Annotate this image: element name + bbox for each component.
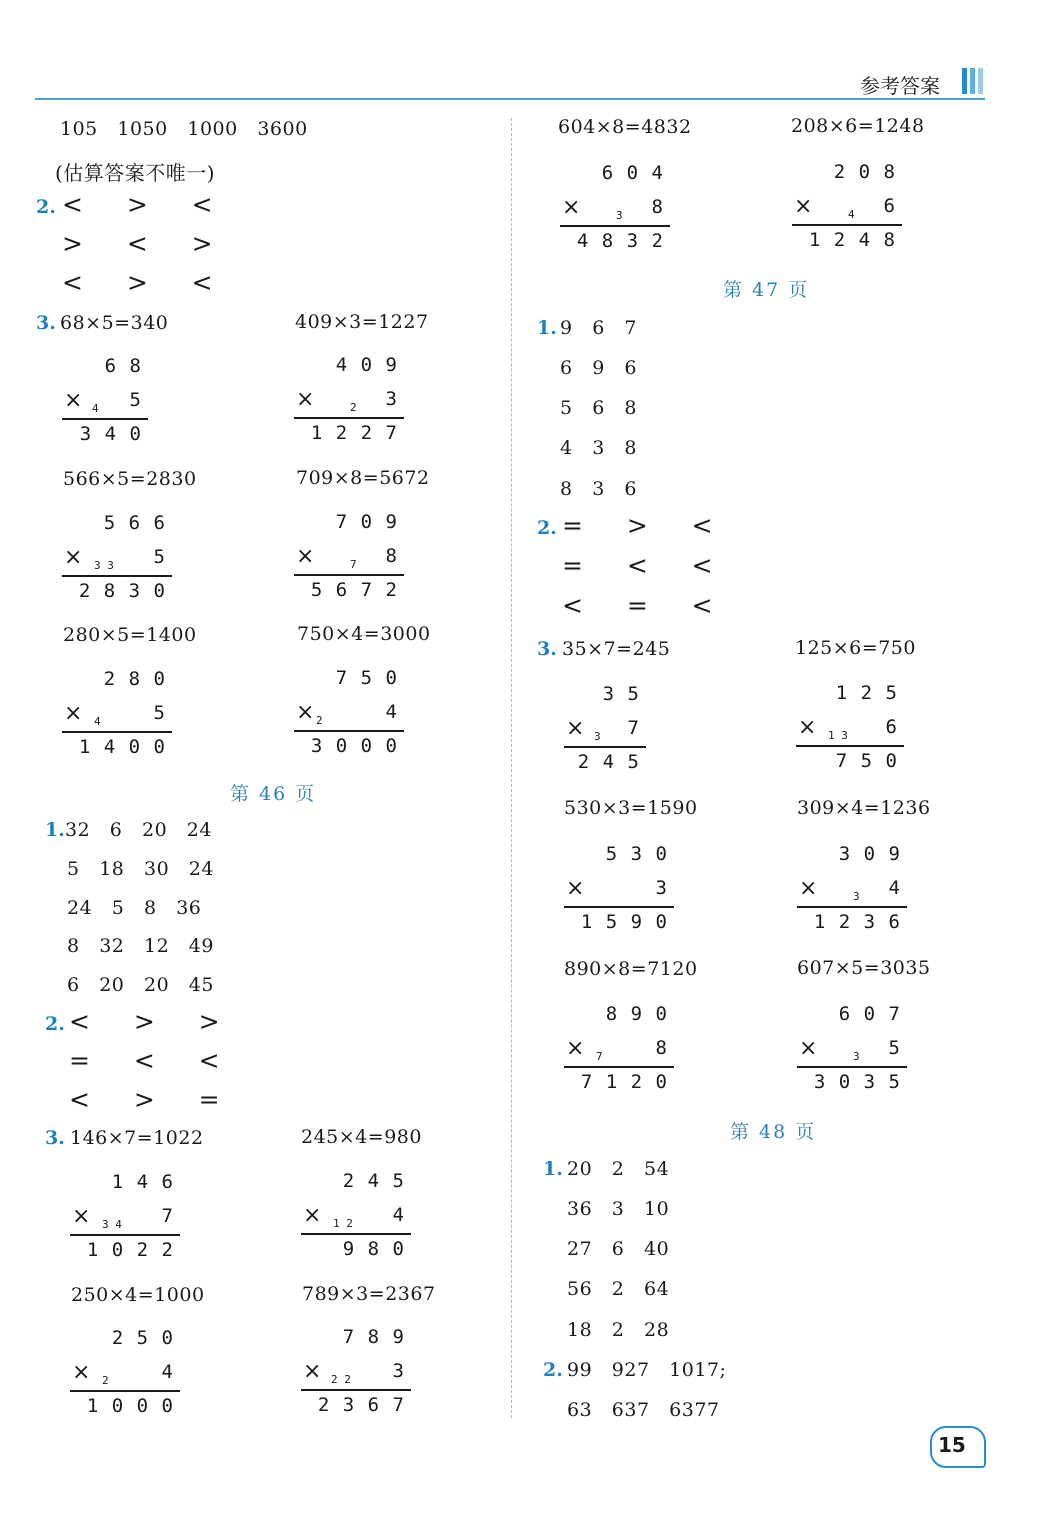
compare-row: = > < [562,511,713,540]
multiplicand: 7 8 9 [342,1326,405,1348]
times-sign: × [566,716,585,741]
multiplicand: 5 6 6 [103,512,166,534]
compare-row: > < > [62,229,213,258]
compare-row: < > = [69,1085,220,1114]
header-title: 参考答案 [860,74,940,98]
equation: 566×5=2830 [63,468,197,490]
times-sign: × [72,1360,91,1385]
result-line [797,906,907,908]
product: 3 4 0 [79,423,142,445]
multiplier: 5 [153,702,166,724]
equation: 750×4=3000 [297,623,431,645]
times-sign: × [64,388,83,413]
times-sign: × [799,1036,818,1061]
equation: 250×4=1000 [71,1284,205,1306]
equation: 607×5=3035 [797,957,931,979]
answer-row: 56 2 64 [567,1278,670,1300]
product: 3 0 3 5 [813,1071,901,1093]
multiplier: 5 [888,1037,901,1059]
multiplicand: 4 0 9 [335,354,398,376]
multiplier: 5 [129,389,142,411]
times-sign: × [798,715,817,740]
equation: 35×7=245 [562,638,671,660]
times-sign: × [72,1204,91,1229]
carry-digits: 3 [616,209,623,222]
product: 4 8 3 2 [576,230,664,252]
result-line [301,1389,411,1391]
answer-row: 5 6 8 [560,397,638,419]
section-title: 第 46 页 [230,783,317,805]
equation: 789×3=2367 [302,1283,436,1305]
equation: 530×3=1590 [564,797,698,819]
product: 3 0 0 0 [310,735,398,757]
multiplier: 8 [655,1037,668,1059]
estimate-note: (估算答案不唯一) [55,161,216,185]
question-number: 1. [543,1158,563,1180]
answer-row: 6 20 20 45 [67,974,214,996]
times-sign: × [303,1359,322,1384]
answer-row: 4 3 8 [560,437,638,459]
answer-row: 63 637 6377 [567,1399,720,1421]
times-sign: × [296,700,315,725]
answer-row: 27 6 40 [567,1238,670,1260]
multiplicand: 3 0 9 [838,843,901,865]
answer-row: 20 2 54 [567,1158,670,1180]
header-bars-icon [962,68,986,98]
compare-row: < = < [562,591,713,620]
multiplicand: 1 2 5 [835,682,898,704]
product: 7 1 2 0 [580,1071,668,1093]
times-sign: × [296,544,315,569]
multiplicand: 7 0 9 [335,511,398,533]
carry-digits: 2 [316,714,323,727]
multiplier: 4 [385,701,398,723]
product: 1 0 2 2 [86,1239,174,1261]
equation: 409×3=1227 [295,311,429,333]
answer-row: 8 32 12 49 [67,935,214,957]
multiplier: 3 [385,388,398,410]
equation: 146×7=1022 [70,1127,204,1149]
column-divider [511,118,512,1418]
multiplier: 8 [385,545,398,567]
product: 2 3 6 7 [317,1394,405,1416]
product: 1 4 0 0 [78,736,166,758]
page-number: 15 [938,1433,966,1457]
question-number: 3. [537,638,557,660]
result-line [294,417,404,419]
product: 9 8 0 [342,1238,405,1260]
answer-row: 24 5 8 36 [67,897,202,919]
question-number: 2. [36,196,56,218]
header-rule [35,98,985,100]
equation: 245×4=980 [301,1126,422,1148]
result-line [62,418,148,420]
multiplier: 4 [888,877,901,899]
section-title: 第 47 页 [723,279,810,301]
multiplier: 7 [627,717,640,739]
carry-digits: 4 [92,402,99,415]
carry-digits: 3 [594,730,601,743]
carry-digits: 1 3 [828,729,848,742]
times-sign: × [566,1036,585,1061]
compare-row: = < < [562,551,713,580]
multiplier: 3 [655,877,668,899]
multiplicand: 5 3 0 [605,843,668,865]
multiplier: 6 [883,195,896,217]
multiplier: 5 [153,546,166,568]
times-sign: × [64,545,83,570]
times-sign: × [296,387,315,412]
multiplicand: 6 8 [104,355,142,377]
compare-row: < > < [62,268,213,297]
multiplicand: 6 0 7 [838,1003,901,1025]
product: 1 0 0 0 [86,1395,174,1417]
result-line [294,574,404,576]
answer-row: 36 3 10 [567,1198,670,1220]
question-number: 2. [537,517,557,539]
equation: 890×8=7120 [564,958,698,980]
times-sign: × [303,1203,322,1228]
answer-row: 8 3 6 [560,478,638,500]
section-title: 第 48 页 [730,1121,817,1143]
question-number: 1. [45,819,65,841]
multiplier: 3 [392,1360,405,1382]
equation: 709×8=5672 [296,467,430,489]
compare-row: < > < [62,190,213,219]
product: 2 8 3 0 [78,580,166,602]
carry-digits: 7 [350,558,357,571]
answer-row: 9 6 7 [560,317,638,339]
equation: 604×8=4832 [558,116,692,138]
carry-digits: 4 [848,208,855,221]
carry-digits: 3 3 [94,559,114,572]
question-number: 3. [45,1127,65,1149]
carry-digits: 1 2 [333,1217,353,1230]
multiplier: 6 [885,716,898,738]
result-line [62,575,172,577]
multiplier: 8 [651,196,664,218]
carry-digits: 2 [102,1374,109,1387]
question-number: 2. [45,1013,65,1035]
times-sign: × [566,876,585,901]
result-line [294,730,404,732]
product: 1 2 4 8 [808,229,896,251]
carry-digits: 2 2 [331,1373,351,1386]
answer-row: 6 9 6 [560,357,638,379]
result-line [792,224,902,226]
product: 5 6 7 2 [310,579,398,601]
multiplicand: 8 9 0 [605,1003,668,1025]
carry-digits: 3 [853,890,860,903]
equation: 208×6=1248 [791,115,925,137]
result-line [70,1234,180,1236]
answer-row: 5 18 30 24 [67,858,214,880]
result-line [301,1233,411,1235]
product: 2 4 5 [577,751,640,773]
multiplicand: 7 5 0 [335,667,398,689]
product: 1 2 3 6 [813,911,901,933]
carry-digits: 3 4 [102,1218,122,1231]
equation: 309×4=1236 [797,797,931,819]
result-line [564,906,674,908]
carry-digits: 2 [350,401,357,414]
multiplicand: 2 0 8 [833,161,896,183]
multiplicand: 2 5 0 [111,1327,174,1349]
product: 1 5 9 0 [580,911,668,933]
multiplier: 7 [161,1205,174,1227]
compare-row: < > > [69,1007,220,1036]
carry-digits: 3 [853,1050,860,1063]
multiplier: 4 [161,1361,174,1383]
multiplicand: 2 8 0 [103,668,166,690]
product: 7 5 0 [835,750,898,772]
equation: 125×6=750 [795,637,916,659]
equation: 68×5=340 [60,312,169,334]
carry-digits: 7 [596,1050,603,1063]
result-line [564,746,646,748]
result-line [564,1066,674,1068]
question-number: 1. [537,317,557,339]
multiplicand: 3 5 [602,683,640,705]
question-number: 3. [36,312,56,334]
multiplicand: 2 4 5 [342,1170,405,1192]
multiplicand: 6 0 4 [601,162,664,184]
result-line [70,1390,180,1392]
product: 1 2 2 7 [310,422,398,444]
times-sign: × [64,701,83,726]
estimate-line: 105 1050 1000 3600 [60,118,308,140]
answer-row: 18 2 28 [567,1319,670,1341]
equation: 280×5=1400 [63,624,197,646]
answer-row: 99 927 1017; [567,1359,727,1381]
times-sign: × [794,194,813,219]
carry-digits: 4 [94,715,101,728]
result-line [796,745,904,747]
times-sign: × [799,876,818,901]
multiplier: 4 [392,1204,405,1226]
answer-row: 32 6 20 24 [65,819,212,841]
result-line [560,225,670,227]
result-line [62,731,172,733]
compare-row: = < < [69,1046,220,1075]
question-number: 2. [543,1359,563,1381]
multiplicand: 1 4 6 [111,1171,174,1193]
result-line [797,1066,907,1068]
times-sign: × [562,195,581,220]
